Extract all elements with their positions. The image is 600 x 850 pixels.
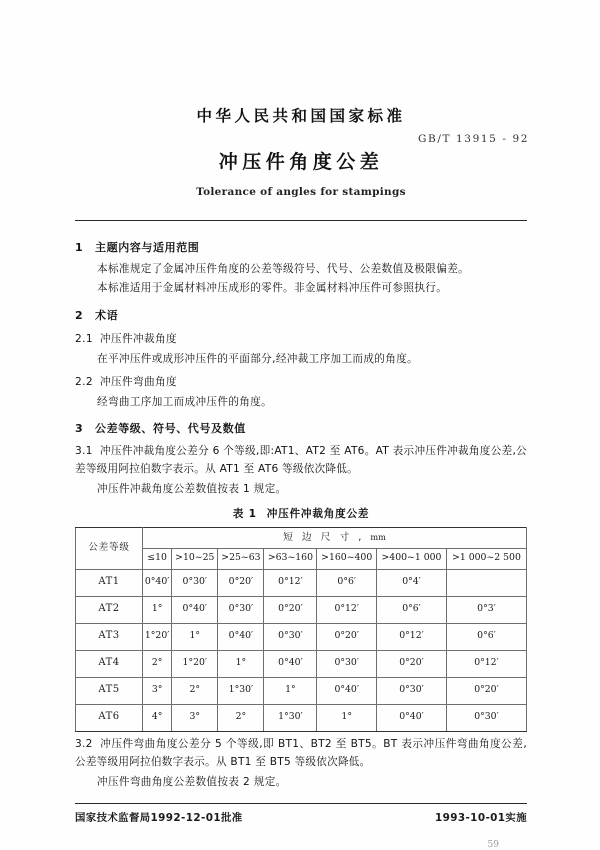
section-1-paragraph-2: 本标准适用于金属材料冲压成形的零件。非金属材料冲压件可参照执行。 (97, 282, 448, 294)
header-range-6: >400~1 000 (377, 548, 447, 569)
cell-value: 1°30′ (264, 704, 317, 731)
cell-value: 0°30′ (172, 569, 218, 596)
table-row (76, 623, 527, 650)
cell-value: 0°20′ (446, 677, 526, 704)
clause-3-1-note: 冲压件冲裁角度公差数值按表 1 规定。 (97, 482, 287, 495)
row-grade: AT5 (76, 677, 143, 704)
cell-value: 0°40′ (172, 596, 218, 623)
clause-3-2-note: 冲压件弯曲角度公差数值按表 2 规定。 (97, 775, 287, 788)
cell-value: 3° (172, 704, 218, 731)
cell-value: 0°30′ (377, 677, 447, 704)
tolerance-table-body (76, 569, 527, 731)
subsection-2-1-text: 在平冲压件或成形冲压件的平面部分,经冲裁工序加工而成的角度。 (97, 352, 419, 365)
cell-value: 1° (172, 623, 218, 650)
cell-value: 0°3′ (446, 596, 526, 623)
header-grade-column: 公差等级 (76, 527, 143, 569)
header-range-7: >1 000~2 500 (446, 548, 526, 569)
clause-3-1 (75, 442, 527, 479)
cell-value: 1°20′ (143, 623, 172, 650)
cell-value: 3° (143, 677, 172, 704)
section-2-number: 2 (75, 308, 84, 322)
cell-value: 0°6′ (377, 596, 447, 623)
header-range-5: >160~400 (317, 548, 377, 569)
clause-3-2-number: 3.2 (75, 737, 93, 750)
cell-value: 1° (143, 596, 172, 623)
cell-value: 0°12′ (446, 650, 526, 677)
cell-value: 0°6′ (446, 623, 526, 650)
subsection-2-2-title: 冲压件弯曲角度 (100, 376, 177, 388)
document-body (75, 239, 527, 791)
subsection-2-2-heading (75, 373, 527, 392)
tolerance-table (75, 527, 527, 732)
row-grade: AT1 (76, 569, 143, 596)
clause-3-1-text: 冲压件冲裁角度公差分 6 个等级,即:AT1、AT2 至 AT6。AT 表示冲压件冲裁角度公差,公差等级用阿拉伯数字表示。从 AT1 至 AT6 等级依次降低。 (75, 444, 527, 475)
cell-value: 0°20′ (264, 596, 317, 623)
cell-value: 0°12′ (264, 569, 317, 596)
header-dimension-unit: mm (370, 531, 386, 542)
masthead (75, 0, 527, 198)
cell-value: 1° (218, 650, 264, 677)
clause-3-2-text: 冲压件弯曲角度公差分 5 个等级,即 BT1、BT2 至 BT5。BT 表示冲压件弯曲角度公差,公差等级用阿拉伯数字表示。从 BT1 至 BT5 等级依次降低。 (75, 737, 527, 768)
table-1-title: 冲压件冲裁角度公差 (266, 508, 370, 520)
cell-value: 0°4′ (377, 569, 447, 596)
subsection-2-1-number: 2.1 (75, 333, 94, 345)
cell-value: 0°40′ (377, 704, 447, 731)
cell-value: 0°20′ (317, 623, 377, 650)
cell-value: 1°20′ (172, 650, 218, 677)
cell-value: 1°30′ (218, 677, 264, 704)
table-row (76, 677, 527, 704)
header-divider (75, 220, 527, 221)
section-3-number: 3 (75, 422, 84, 435)
table-row (76, 650, 527, 677)
footer-row (75, 809, 527, 824)
cell-value: 0°30′ (317, 650, 377, 677)
table-row (76, 596, 527, 623)
page-number: 59 (487, 840, 499, 850)
header-range-1: ≤10 (143, 548, 172, 569)
footer-divider (75, 803, 527, 804)
page-content (75, 0, 527, 850)
cell-value: 0°30′ (264, 623, 317, 650)
effective-date-text: 1993-10-01实施 (434, 812, 527, 824)
clause-3-1-number: 3.1 (75, 444, 93, 457)
cell-value: 0°12′ (317, 596, 377, 623)
english-title: Tolerance of angles for stampings (196, 186, 406, 198)
subsection-2-2-text: 经弯曲工序加工而成冲压件的角度。 (97, 395, 273, 408)
row-grade: AT6 (76, 704, 143, 731)
section-1-title: 主题内容与适用范围 (95, 241, 200, 254)
cell-value: 4° (143, 704, 172, 731)
header-range-3: >25~63 (218, 548, 264, 569)
cell-value: 0°40′ (264, 650, 317, 677)
cell-value: 0°30′ (446, 704, 526, 731)
header-dimension-label: 短边尺寸, (283, 531, 371, 543)
cell-value: 2° (143, 650, 172, 677)
header-range-2: >10~25 (172, 548, 218, 569)
subsection-2-2-number: 2.2 (75, 376, 94, 388)
section-2-title: 术语 (95, 308, 119, 322)
table-1-label: 表 1 (232, 508, 257, 520)
row-grade: AT3 (76, 623, 143, 650)
subsection-2-1-heading (75, 330, 527, 349)
subsection-2-1-title: 冲压件冲裁角度 (100, 333, 177, 345)
cell-value: 0°30′ (218, 596, 264, 623)
section-1-number: 1 (75, 241, 84, 254)
cell-value: 2° (172, 677, 218, 704)
table-header-row-top (76, 527, 527, 548)
row-grade: AT2 (76, 596, 143, 623)
title-row (75, 133, 529, 175)
approval-text: 国家技术监督局1992-12-01批准 (75, 812, 243, 824)
standard-number: GB/T 13915 - 92 (418, 133, 529, 145)
cell-value: 0°12′ (377, 623, 447, 650)
cell-value: 0°40′ (143, 569, 172, 596)
cell-value: 0°40′ (317, 677, 377, 704)
section-3-heading (75, 420, 527, 439)
clause-3-2 (75, 735, 527, 772)
section-3-title: 公差等级、符号、代号及数值 (95, 422, 246, 435)
cell-value: 1° (317, 704, 377, 731)
section-2-heading (75, 307, 527, 326)
cell-value (446, 569, 526, 596)
header-range-4: >63~160 (264, 548, 317, 569)
table-1-caption (75, 505, 527, 524)
table-row (76, 704, 527, 731)
section-1-paragraph-1: 本标准规定了金属冲压件角度的公差等级符号、代号、公差数值及极限偏差。 (97, 262, 470, 275)
cell-value: 1° (264, 677, 317, 704)
cell-value: 0°6′ (317, 569, 377, 596)
national-standard-line: 中华人民共和国国家标准 (196, 107, 406, 125)
tolerance-table-head (76, 527, 527, 569)
row-grade: AT4 (76, 650, 143, 677)
document-title: 冲压件角度公差 (218, 151, 384, 173)
cell-value: 0°20′ (377, 650, 447, 677)
cell-value: 0°20′ (218, 569, 264, 596)
cell-value: 2° (218, 704, 264, 731)
table-header-row-ranges (76, 548, 527, 569)
section-1-heading (75, 239, 527, 258)
cell-value: 0°40′ (218, 623, 264, 650)
header-dimension-span (143, 527, 527, 548)
table-row (76, 569, 527, 596)
